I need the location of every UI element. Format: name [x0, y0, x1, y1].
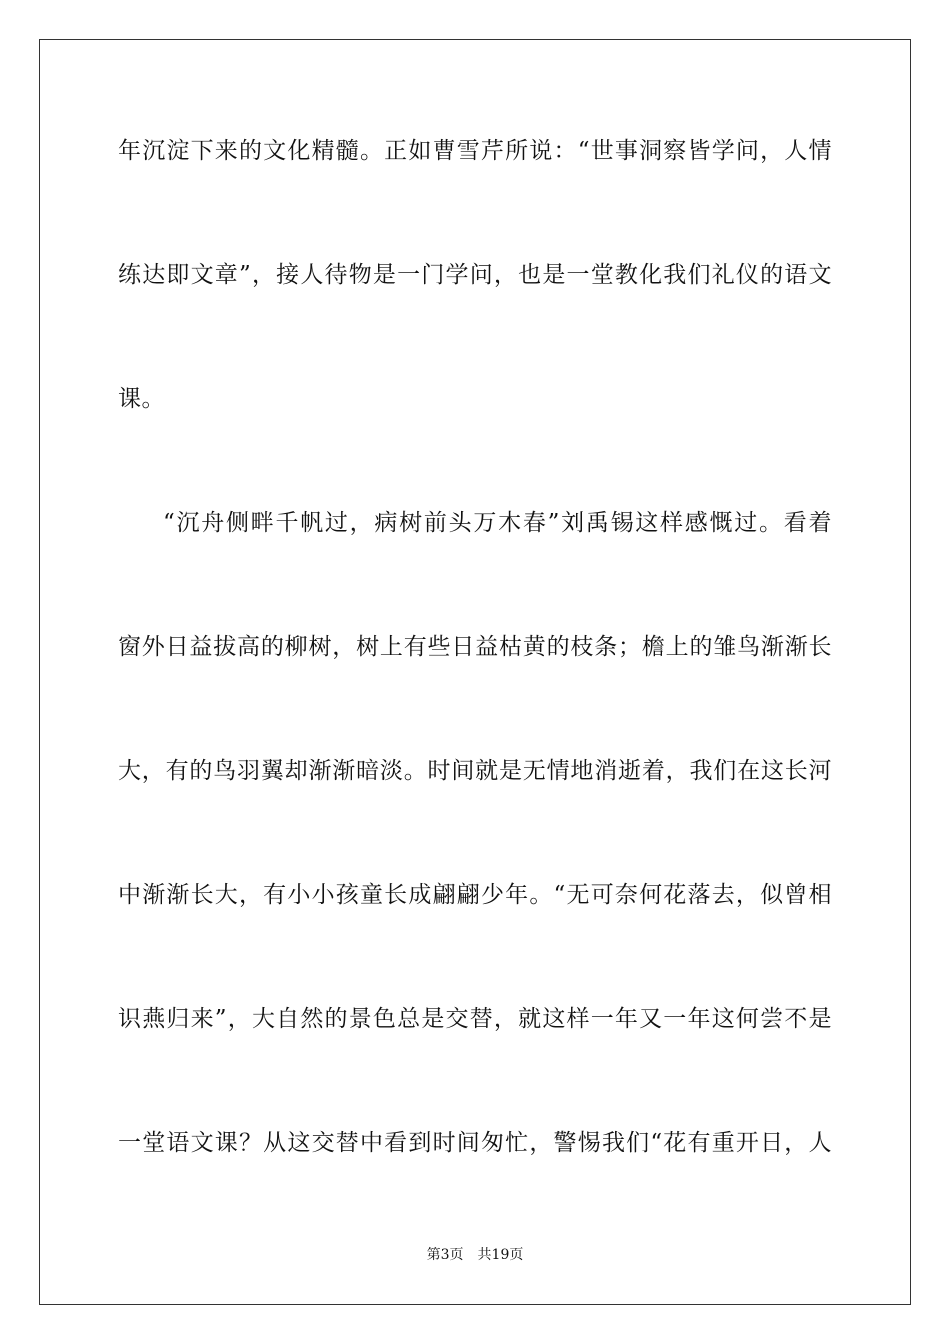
page-number: 第3页 [426, 1247, 464, 1263]
text-line: 年沉淀下来的文化精髓。正如曹雪芹所说：“世事洞察皆学问，人情 [118, 138, 832, 164]
page-total: 共19页 [477, 1247, 524, 1263]
page-footer [0, 1244, 950, 1264]
text-line: 大，有的鸟羽翼却渐渐暗淡。时间就是无情地消逝着，我们在这长河 [118, 758, 832, 784]
page-border [39, 39, 911, 1305]
text-line: 练达即文章”，接人待物是一门学问，也是一堂教化我们礼仪的语文 [118, 262, 832, 288]
text-line: 窗外日益拔高的柳树，树上有些日益枯黄的枝条；檐上的雏鸟渐渐长 [118, 634, 832, 660]
text-line: 一堂语文课？从这交替中看到时间匆忙，警惕我们“花有重开日，人 [118, 1130, 832, 1156]
paragraph-first-line: “沉舟侧畔千帆过，病树前头万木春”刘禹锡这样感慨过。看着 [163, 510, 832, 536]
text-line: 课。 [118, 386, 165, 412]
text-line: 中渐渐长大，有小小孩童长成翩翩少年。“无可奈何花落去，似曾相 [118, 882, 832, 908]
text-line: 识燕归来”，大自然的景色总是交替，就这样一年又一年这何尝不是 [118, 1006, 832, 1032]
